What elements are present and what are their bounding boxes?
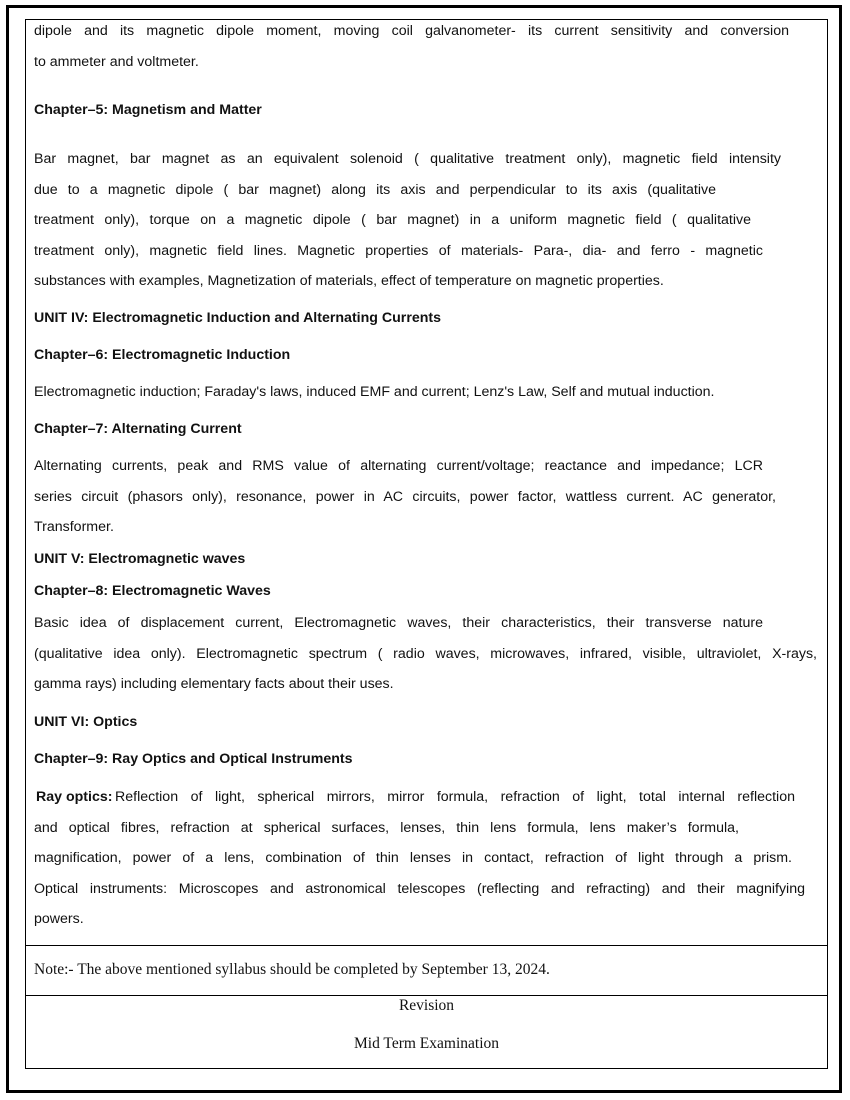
revision-label: Revision xyxy=(398,997,455,1014)
syllabus-note: Note:- The above mentioned syllabus should be completed by September 13, 2024. xyxy=(34,961,550,978)
unit-heading: UNIT VI: Optics xyxy=(34,714,138,730)
unit-heading: UNIT IV: Electromagnetic Induction and Alternating Currents xyxy=(34,310,442,326)
chapter-heading: Chapter–5: Magnetism and Matter xyxy=(34,102,262,118)
text-line: magnification, power of a lens, combination of thin lenses in contact, refraction of light through a prism. xyxy=(34,850,792,866)
text-line: powers. xyxy=(34,911,84,927)
chapter-heading: Chapter–6: Electromagnetic Induction xyxy=(34,347,291,363)
chapter-heading: Chapter–7: Alternating Current xyxy=(34,421,242,437)
text-line: series circuit (phasors only), resonance, power in AC circuits, power factor, wattless current. AC generator, xyxy=(34,489,776,505)
revision-cell xyxy=(26,996,827,1068)
text-line: treatment only), magnetic field lines. Magnetic properties of materials- Para-, dia- and ferro - magnetic xyxy=(34,243,763,259)
text-line: gamma rays) including elementary facts about their uses. xyxy=(34,676,394,692)
syllabus-table xyxy=(25,19,828,1069)
note-cell xyxy=(26,946,827,996)
text-line: Transformer. xyxy=(34,519,114,535)
chapter-heading: Chapter–8: Electromagnetic Waves xyxy=(34,583,271,599)
unit-heading: UNIT V: Electromagnetic waves xyxy=(34,551,246,567)
text-line: (qualitative idea only). Electromagnetic spectrum ( radio waves, microwaves, infrared, visible, ultraviolet, X-rays, xyxy=(34,646,817,662)
text-line: Basic idea of displacement current, Electromagnetic waves, their characteristics, their transverse nature xyxy=(34,615,763,631)
text-line xyxy=(36,788,112,806)
chapter-heading: Chapter–9: Ray Optics and Optical Instruments xyxy=(34,751,353,767)
ray-optics-label: Ray optics: xyxy=(36,789,113,805)
text-line: dipole and its magnetic dipole moment, moving coil galvanometer- its current sensitivity and conversion xyxy=(34,23,789,39)
text-line: substances with examples, Magnetization of materials, effect of temperature on magnetic properties. xyxy=(34,273,664,289)
text-line: to ammeter and voltmeter. xyxy=(34,54,199,70)
syllabus-content-cell xyxy=(26,20,827,946)
text-line: Optical instruments: Microscopes and astronomical telescopes (reflecting and refracting) and their magnifying xyxy=(34,881,805,897)
text-line: treatment only), torque on a magnetic dipole ( bar magnet) in a uniform magnetic field ( qualitative xyxy=(34,212,751,228)
text-line: and optical fibres, refraction at spherical surfaces, lenses, thin lens formula, lens maker’s formula, xyxy=(34,820,739,836)
text-line: due to a magnetic dipole ( bar magnet) along its axis and perpendicular to its axis (qualitative xyxy=(34,182,716,198)
text-line: Alternating currents, peak and RMS value of alternating current/voltage; reactance and impedance; LCR xyxy=(34,458,763,474)
text-line: Bar magnet, bar magnet as an equivalent solenoid ( qualitative treatment only), magnetic field intensity xyxy=(34,151,781,167)
text-line: Reflection of light, spherical mirrors, mirror formula, refraction of light, total internal reflection xyxy=(115,789,795,805)
mid-term-label: Mid Term Examination xyxy=(354,1035,499,1052)
text-line: Electromagnetic induction; Faraday's laws, induced EMF and current; Lenz's Law, Self and mutual induction. xyxy=(34,384,715,400)
